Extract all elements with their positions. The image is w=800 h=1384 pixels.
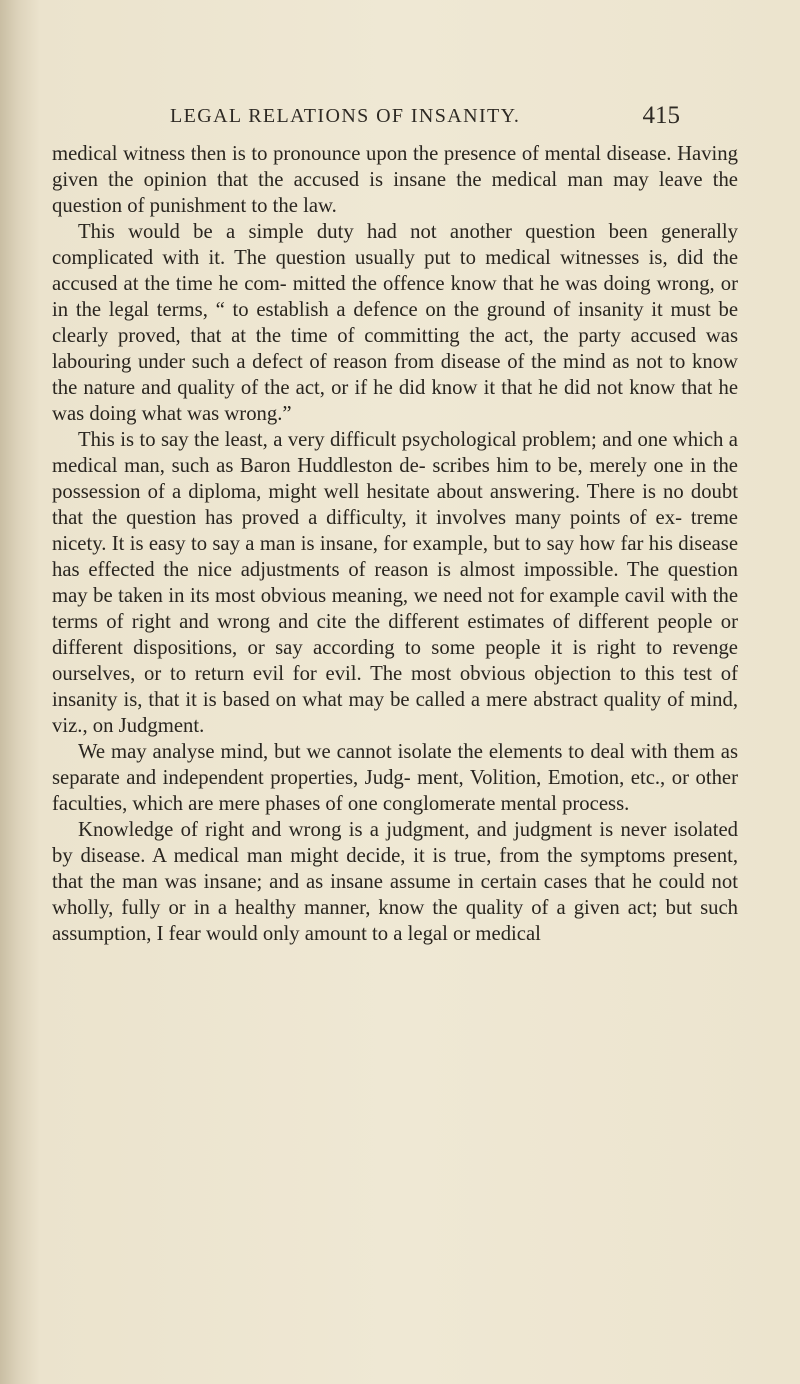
page-header [170,102,680,135]
page-number: 415 [642,102,680,129]
paragraph-3: This is to say the least, a very difficult psychological problem; and one which a medical man, such as Baron Huddleston de- scribes him to be, merely one in the possession of a diploma, might well hesitate about answering. There is no doubt that the question has proved a difficulty, it involves many points of ex- treme nicety. It is easy to say a man is insane, for example, but to say how far his disease has effected the nice adjustments of reason is almost impossible. The question may be taken in its most obvious meaning, we need not for example cavil with the terms of right and wrong and cite the different estimates of different people or different dispositions, or say according to some people it is right to revenge ourselves, or to return evil for evil. The most obvious objection to this test of insanity is, that it is based on what may be called a mere abstract quality of mind, viz., on Judgment. [52,429,738,737]
paragraph-2: This would be a simple duty had not another question been generally complicated with it. The question usually put to medical witnesses is, did the accused at the time he com- mitted the offence know that he was doing wrong, or in the legal terms, “ to establish a defence on the ground of insanity it must be clearly proved, that at the time of committing the act, the party accused was labouring under such a defect of reason from disease of the mind as not to know the nature and quality of the act, or if he did know it that he did not know that he was doing what was wrong.” [52,221,738,425]
paragraph-5: Knowledge of right and wrong is a judgment, and judgment is never isolated by disease. A medical man might decide, it is true, from the symptoms present, that the man was insane; and as insane assume in certain cases that he could not wholly, fully or in a healthy manner, know the quality of a given act; but such assumption, I fear would only amount to a legal or medical [52,819,738,945]
paragraph-1: medical witness then is to pronounce upon the presence of mental disease. Having given the opinion that the accused is insane the medical man may leave the question of punishment to the law. [52,143,738,217]
paragraph-4: We may analyse mind, but we cannot isolate the elements to deal with them as separate and independent properties, Judg- ment, Volition, Emotion, etc., or other faculties, which are mere phases of one conglomerate mental process. [52,741,738,815]
body-text [52,141,738,947]
running-head: LEGAL RELATIONS OF INSANITY. [170,105,521,127]
